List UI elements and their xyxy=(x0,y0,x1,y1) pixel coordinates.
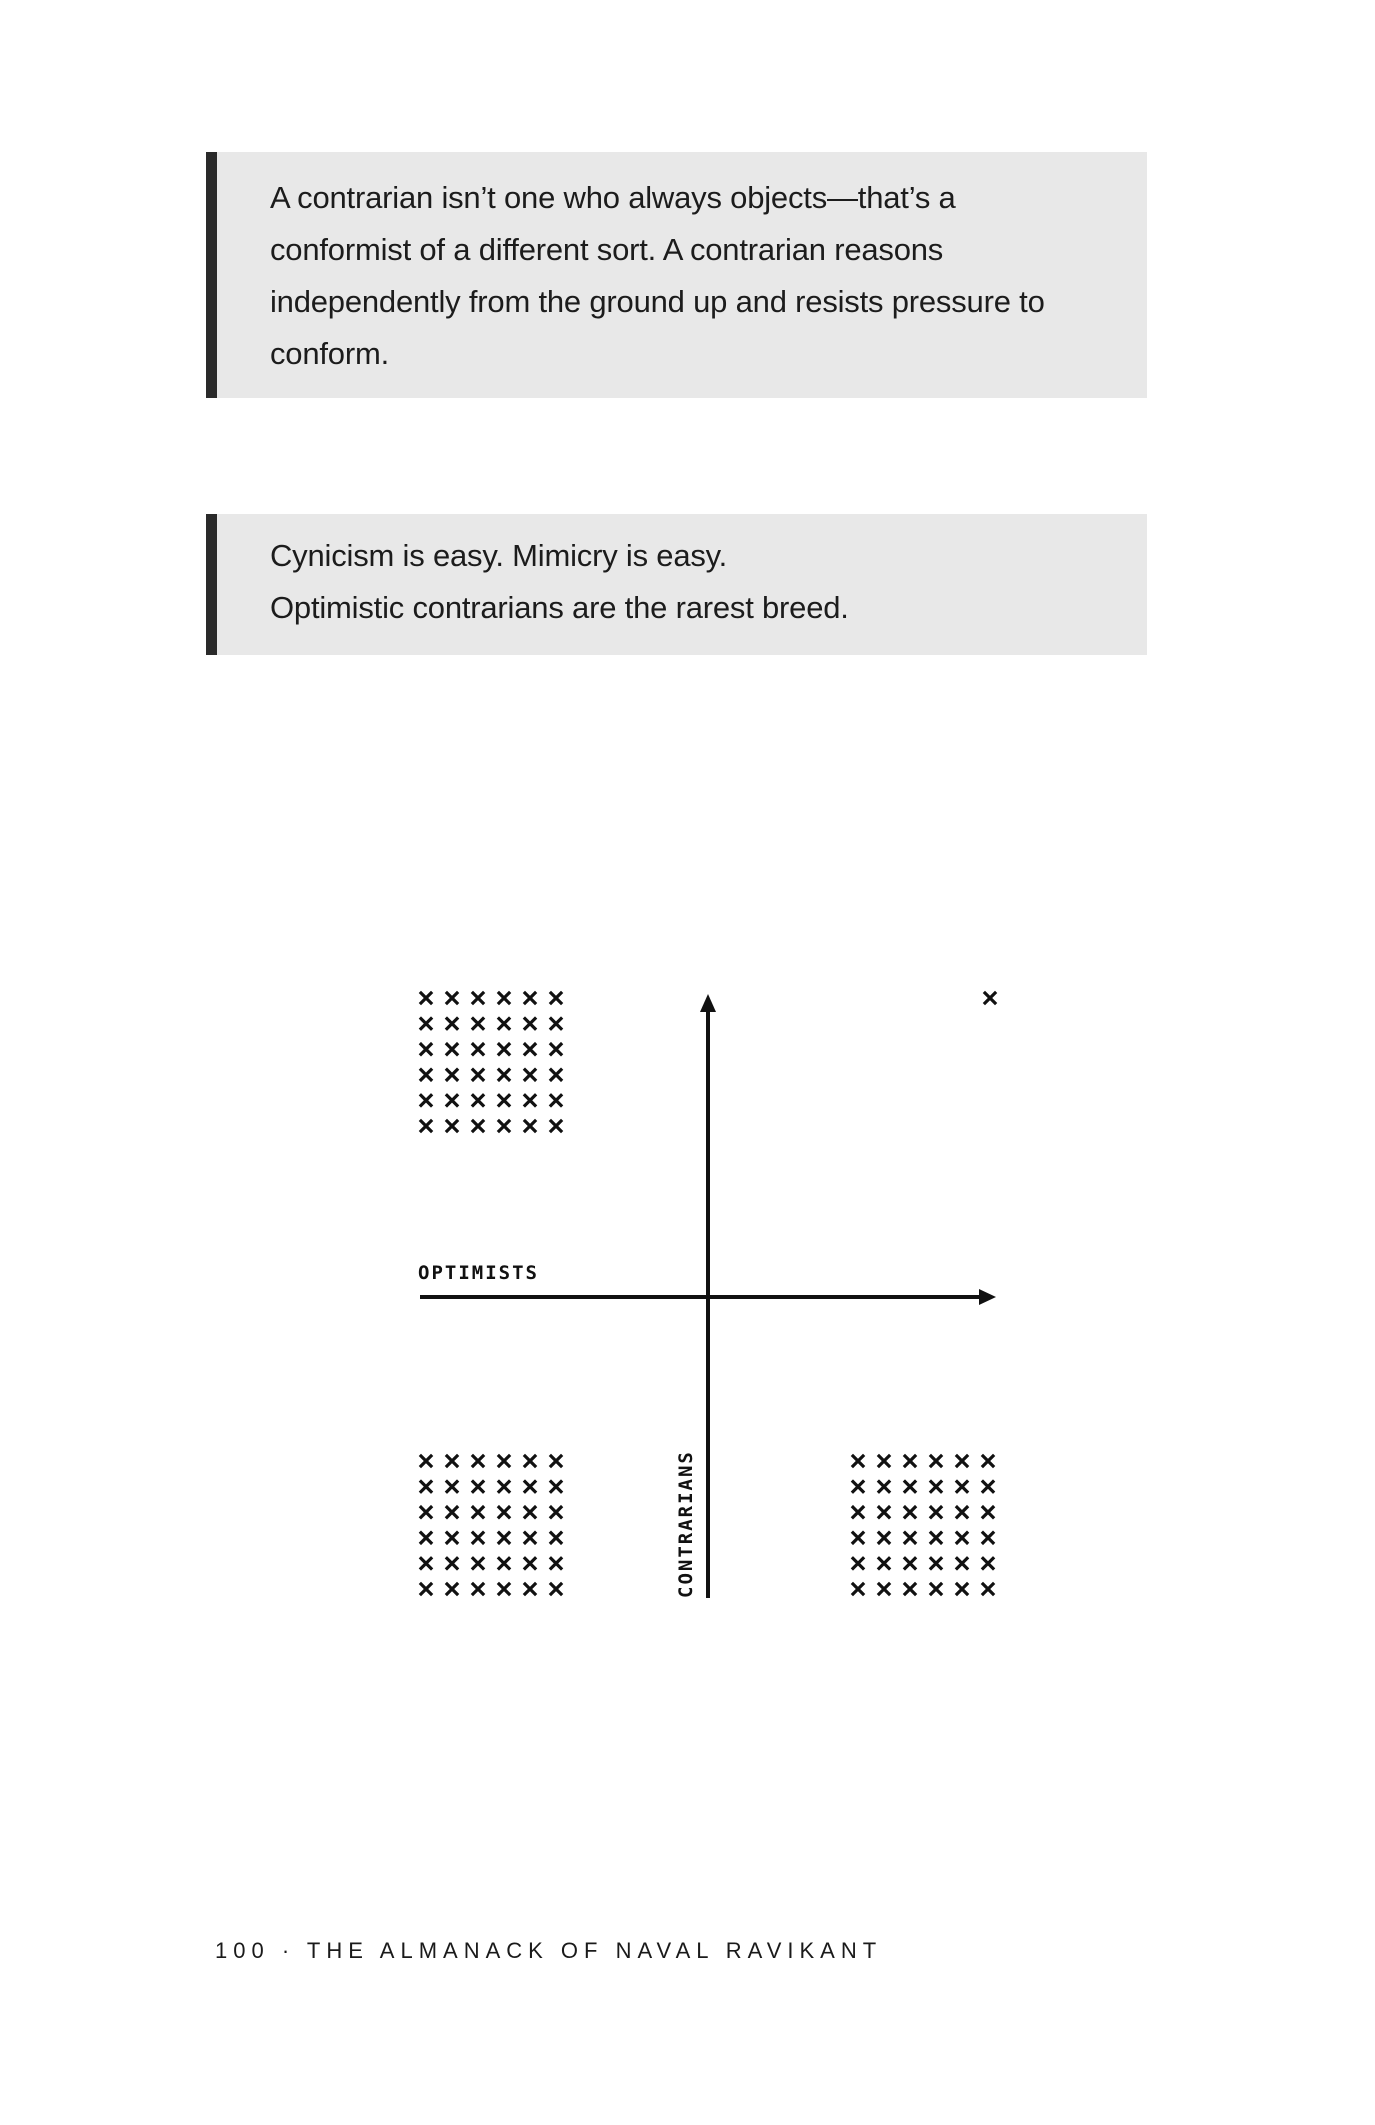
marker-bottom-right xyxy=(983,1507,993,1517)
marker-bottom-left xyxy=(551,1584,561,1594)
marker-top-left xyxy=(499,1121,509,1131)
marker-top-left xyxy=(473,993,483,1003)
marker-top-left xyxy=(447,1070,457,1080)
y-axis-arrowhead xyxy=(700,994,716,1012)
marker-top-left xyxy=(525,1095,535,1105)
x-axis-label: OPTIMISTS xyxy=(418,1262,539,1284)
marker-bottom-left xyxy=(499,1584,509,1594)
marker-top-left xyxy=(473,1044,483,1054)
marker-bottom-left xyxy=(421,1482,431,1492)
marker-bottom-right xyxy=(957,1482,967,1492)
marker-top-left xyxy=(499,1095,509,1105)
marker-bottom-left xyxy=(473,1507,483,1517)
quote-line: Cynicism is easy. Mimicry is easy. xyxy=(270,538,728,573)
quote-line: A contrarian isn’t one who always objects—that’s a xyxy=(270,180,956,215)
marker-bottom-left xyxy=(447,1456,457,1466)
marker-bottom-left xyxy=(473,1482,483,1492)
marker-bottom-right xyxy=(931,1533,941,1543)
marker-bottom-right xyxy=(905,1558,915,1568)
marker-bottom-right xyxy=(931,1558,941,1568)
marker-top-left xyxy=(447,1121,457,1131)
marker-bottom-left xyxy=(421,1584,431,1594)
marker-bottom-right xyxy=(905,1507,915,1517)
marker-bottom-left xyxy=(499,1482,509,1492)
marker-bottom-left xyxy=(551,1482,561,1492)
marker-top-left xyxy=(499,1070,509,1080)
quote-line: Optimistic contrarians are the rarest breed. xyxy=(270,590,849,625)
marker-bottom-right xyxy=(879,1533,889,1543)
marker-bottom-left xyxy=(499,1533,509,1543)
marker-bottom-right xyxy=(983,1533,993,1543)
marker-top-left xyxy=(551,1070,561,1080)
quote-line: independently from the ground up and resists pressure to xyxy=(270,284,1045,319)
x-axis-arrowhead xyxy=(979,1289,996,1305)
marker-bottom-right xyxy=(879,1482,889,1492)
book-title: THE ALMANACK OF NAVAL RAVIKANT xyxy=(306,1938,883,1963)
marker-top-left xyxy=(551,1121,561,1131)
footer-separator: · xyxy=(281,1938,296,1963)
marker-bottom-left xyxy=(499,1558,509,1568)
marker-top-left xyxy=(499,993,509,1003)
marker-bottom-right xyxy=(853,1456,863,1466)
marker-bottom-right xyxy=(931,1584,941,1594)
marker-top-left xyxy=(473,1095,483,1105)
marker-top-left xyxy=(525,1070,535,1080)
marker-bottom-left xyxy=(473,1558,483,1568)
page-footer xyxy=(215,1938,882,1964)
marker-bottom-left xyxy=(551,1558,561,1568)
marker-top-left xyxy=(525,1044,535,1054)
marker-bottom-left xyxy=(473,1584,483,1594)
marker-bottom-right xyxy=(853,1584,863,1594)
marker-bottom-right xyxy=(957,1558,967,1568)
marker-top-left xyxy=(447,1044,457,1054)
marker-bottom-left xyxy=(551,1533,561,1543)
marker-bottom-left xyxy=(421,1533,431,1543)
marker-top-left xyxy=(447,1095,457,1105)
marker-bottom-right xyxy=(879,1456,889,1466)
marker-bottom-left xyxy=(499,1456,509,1466)
marker-top-left xyxy=(421,1095,431,1105)
marker-bottom-right xyxy=(879,1507,889,1517)
marker-bottom-left xyxy=(525,1507,535,1517)
marker-bottom-right xyxy=(983,1584,993,1594)
marker-top-left xyxy=(525,1121,535,1131)
marker-bottom-left xyxy=(421,1507,431,1517)
marker-bottom-left xyxy=(421,1558,431,1568)
diagram-axes xyxy=(420,994,996,1598)
quote-line: conform. xyxy=(270,336,389,371)
marker-bottom-left xyxy=(447,1584,457,1594)
marker-bottom-left xyxy=(525,1456,535,1466)
marker-bottom-right xyxy=(983,1558,993,1568)
marker-top-left xyxy=(551,1095,561,1105)
marker-top-left xyxy=(551,1044,561,1054)
marker-bottom-right xyxy=(853,1533,863,1543)
marker-top-left xyxy=(421,1121,431,1131)
marker-top-left xyxy=(525,993,535,1003)
marker-top-left xyxy=(421,1044,431,1054)
marker-bottom-left xyxy=(525,1482,535,1492)
marker-top-left xyxy=(551,993,561,1003)
page-number: 100 xyxy=(215,1938,270,1963)
marker-bottom-left xyxy=(447,1482,457,1492)
marker-top-left xyxy=(551,1019,561,1029)
marker-bottom-left xyxy=(525,1584,535,1594)
marker-bottom-right xyxy=(853,1482,863,1492)
marker-bottom-right xyxy=(879,1558,889,1568)
marker-bottom-right xyxy=(905,1533,915,1543)
marker-bottom-left xyxy=(447,1558,457,1568)
marker-bottom-left xyxy=(499,1507,509,1517)
marker-bottom-left xyxy=(421,1456,431,1466)
marker-bottom-right xyxy=(879,1584,889,1594)
marker-bottom-right xyxy=(957,1584,967,1594)
marker-bottom-right xyxy=(983,1456,993,1466)
marker-bottom-left xyxy=(525,1533,535,1543)
marker-top-left xyxy=(447,993,457,1003)
marker-bottom-left xyxy=(551,1507,561,1517)
marker-bottom-right xyxy=(853,1507,863,1517)
marker-bottom-left xyxy=(447,1507,457,1517)
marker-bottom-right xyxy=(983,1482,993,1492)
marker-bottom-right xyxy=(957,1456,967,1466)
y-axis-label: CONTRARIANS xyxy=(675,1450,697,1598)
marker-bottom-right xyxy=(931,1456,941,1466)
marker-bottom-right xyxy=(931,1482,941,1492)
marker-top-right xyxy=(985,993,995,1003)
marker-bottom-right xyxy=(905,1456,915,1466)
quote-line: conformist of a different sort. A contrarian reasons xyxy=(270,232,944,267)
marker-bottom-right xyxy=(957,1533,967,1543)
marker-bottom-right xyxy=(957,1507,967,1517)
marker-bottom-right xyxy=(931,1507,941,1517)
marker-bottom-right xyxy=(853,1558,863,1568)
marker-top-left xyxy=(473,1070,483,1080)
marker-bottom-right xyxy=(905,1482,915,1492)
marker-bottom-left xyxy=(551,1456,561,1466)
marker-top-left xyxy=(421,1070,431,1080)
marker-bottom-left xyxy=(447,1533,457,1543)
marker-top-left xyxy=(499,1044,509,1054)
marker-bottom-left xyxy=(473,1456,483,1466)
marker-top-left xyxy=(421,993,431,1003)
marker-top-left xyxy=(421,1019,431,1029)
marker-bottom-left xyxy=(525,1558,535,1568)
marker-top-left xyxy=(447,1019,457,1029)
marker-bottom-left xyxy=(473,1533,483,1543)
marker-top-left xyxy=(473,1121,483,1131)
marker-top-left xyxy=(473,1019,483,1029)
marker-top-left xyxy=(525,1019,535,1029)
marker-top-left xyxy=(499,1019,509,1029)
marker-bottom-right xyxy=(905,1584,915,1594)
